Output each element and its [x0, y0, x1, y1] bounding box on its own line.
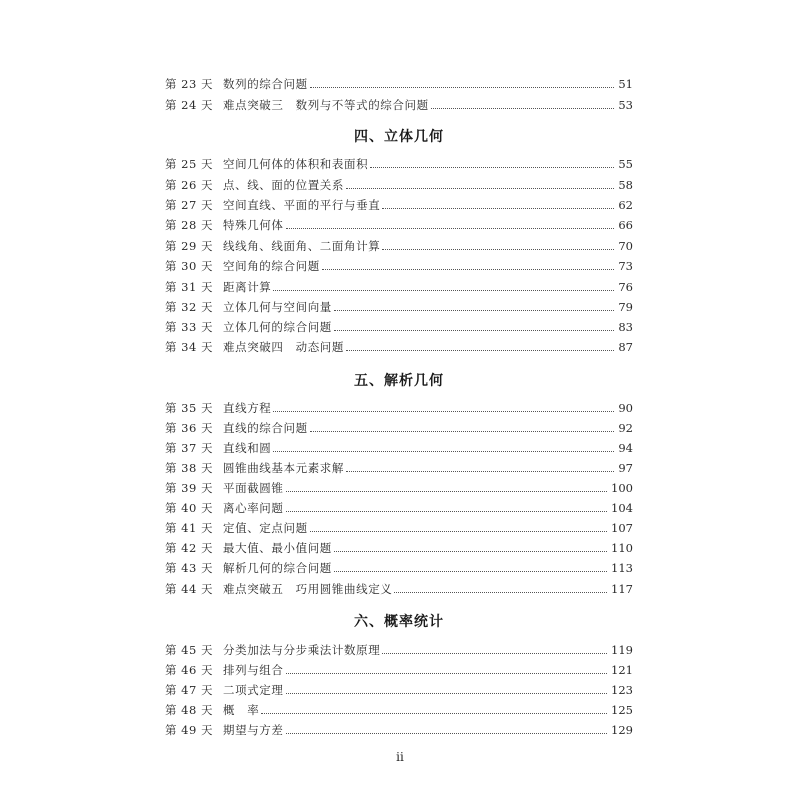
day-label: 第 44 天	[165, 582, 213, 596]
entry-title: 直线的综合问题	[223, 421, 308, 435]
page-number: 73	[618, 259, 633, 273]
toc-entry[interactable]	[165, 721, 633, 739]
dot-leader	[382, 652, 607, 654]
page-number: 51	[618, 77, 633, 91]
toc-entry[interactable]	[165, 176, 633, 194]
page-number: 104	[611, 501, 633, 515]
dot-leader	[322, 268, 615, 270]
day-label: 第 34 天	[165, 340, 213, 354]
day-label: 第 39 天	[165, 481, 213, 495]
day-label: 第 35 天	[165, 401, 213, 415]
toc-entry[interactable]	[165, 278, 633, 296]
page-number: 55	[618, 157, 633, 171]
page-number: 100	[611, 481, 633, 495]
entry-title: 分类加法与分步乘法计数原理	[223, 643, 381, 657]
page-number: 125	[611, 703, 633, 717]
toc-entry[interactable]	[165, 257, 633, 275]
page-number: 70	[618, 239, 633, 253]
page-number: 123	[611, 683, 633, 697]
toc-entry[interactable]	[165, 559, 633, 577]
entry-title: 最大值、最小值问题	[223, 541, 332, 555]
toc-entry[interactable]	[165, 318, 633, 336]
entry-title: 难点突破五 巧用圆锥曲线定义	[223, 582, 393, 596]
dot-leader	[273, 410, 614, 412]
day-label: 第 26 天	[165, 178, 213, 192]
toc-entry[interactable]	[165, 155, 633, 173]
dot-leader	[346, 349, 614, 351]
toc-entry[interactable]	[165, 701, 633, 719]
dot-leader	[334, 550, 607, 552]
day-label: 第 25 天	[165, 157, 213, 171]
dot-leader	[273, 450, 614, 452]
toc-entry[interactable]	[165, 439, 633, 457]
page-number: 97	[618, 461, 633, 475]
entry-title: 定值、定点问题	[223, 521, 308, 535]
toc-entry[interactable]	[165, 298, 633, 316]
entry-title: 空间直线、平面的平行与垂直	[223, 198, 381, 212]
day-label: 第 42 天	[165, 541, 213, 555]
entry-title: 立体几何与空间向量	[223, 300, 332, 314]
entry-title: 线线角、线面角、二面角计算	[223, 239, 381, 253]
entry-title: 期望与方差	[223, 723, 284, 737]
day-label: 第 48 天	[165, 703, 213, 717]
entry-title: 立体几何的综合问题	[223, 320, 332, 334]
dot-leader	[310, 530, 607, 532]
day-label: 第 46 天	[165, 663, 213, 677]
day-label: 第 36 天	[165, 421, 213, 435]
dot-leader	[286, 672, 608, 674]
toc-entry[interactable]	[165, 338, 633, 356]
day-label: 第 41 天	[165, 521, 213, 535]
page-number: 79	[618, 300, 633, 314]
entry-title: 概 率	[223, 703, 260, 717]
page-number: 62	[618, 198, 633, 212]
toc-entry[interactable]	[165, 216, 633, 234]
day-label: 第 37 天	[165, 441, 213, 455]
page-number: 117	[611, 582, 633, 596]
section-heading-solid-geometry: 四、立体几何	[354, 129, 444, 145]
page-number: 90	[618, 401, 633, 415]
page-number: 58	[618, 178, 633, 192]
day-label: 第 43 天	[165, 561, 213, 575]
toc-entry[interactable]	[165, 196, 633, 214]
page-number: 83	[618, 320, 633, 334]
page-number: 92	[618, 421, 633, 435]
day-label: 第 27 天	[165, 198, 213, 212]
day-label: 第 32 天	[165, 300, 213, 314]
section-heading-probability-statistics: 六、概率统计	[354, 614, 444, 630]
dot-leader	[286, 732, 608, 734]
dot-leader	[286, 490, 608, 492]
toc-entry[interactable]	[165, 419, 633, 437]
dot-leader	[273, 289, 614, 291]
day-label: 第 33 天	[165, 320, 213, 334]
toc-entry[interactable]	[165, 681, 633, 699]
page-number: 66	[618, 218, 633, 232]
entry-title: 平面截圆锥	[223, 481, 284, 495]
toc-entry[interactable]	[165, 237, 633, 255]
toc-entry[interactable]	[165, 499, 633, 517]
day-label: 第 31 天	[165, 280, 213, 294]
entry-title: 特殊几何体	[223, 218, 284, 232]
page-number: 121	[611, 663, 633, 677]
entry-title: 空间几何体的体积和表面积	[223, 157, 369, 171]
page-number: 53	[618, 98, 633, 112]
dot-leader	[346, 470, 614, 472]
day-label: 第 45 天	[165, 643, 213, 657]
toc-entry[interactable]	[165, 661, 633, 679]
entry-title: 排列与组合	[223, 663, 284, 677]
dot-leader	[382, 248, 614, 250]
page-number: 107	[611, 521, 633, 535]
entry-title: 二项式定理	[223, 683, 284, 697]
entry-title: 圆锥曲线基本元素求解	[223, 461, 344, 475]
toc-entry[interactable]	[165, 459, 633, 477]
entry-title: 直线方程	[223, 401, 272, 415]
section-heading-analytic-geometry: 五、解析几何	[354, 373, 444, 389]
page-number: 94	[618, 441, 633, 455]
day-label: 第 28 天	[165, 218, 213, 232]
entry-title: 点、线、面的位置关系	[223, 178, 344, 192]
toc-entry[interactable]	[165, 580, 633, 598]
dot-leader	[286, 510, 608, 512]
toc-entry[interactable]	[165, 539, 633, 557]
dot-leader	[370, 166, 614, 168]
day-label: 第 38 天	[165, 461, 213, 475]
page-number: 110	[611, 541, 633, 555]
dot-leader	[334, 570, 607, 572]
entry-title: 解析几何的综合问题	[223, 561, 332, 575]
dot-leader	[310, 430, 615, 432]
entry-title: 难点突破三 数列与不等式的综合问题	[223, 98, 429, 112]
day-label: 第 24 天	[165, 98, 213, 112]
page-footer-number: ii	[396, 750, 404, 764]
toc-entry[interactable]	[165, 479, 633, 497]
day-label: 第 29 天	[165, 239, 213, 253]
toc-entry[interactable]	[165, 75, 633, 93]
toc-entry[interactable]	[165, 399, 633, 417]
day-label: 第 49 天	[165, 723, 213, 737]
dot-leader	[394, 591, 607, 593]
day-label: 第 47 天	[165, 683, 213, 697]
toc-entry[interactable]	[165, 96, 633, 114]
entry-title: 距离计算	[223, 280, 272, 294]
page-number: 87	[618, 340, 633, 354]
entry-title: 直线和圆	[223, 441, 272, 455]
dot-leader	[382, 207, 614, 209]
entry-title: 数列的综合问题	[223, 77, 308, 91]
entry-title: 空间角的综合问题	[223, 259, 320, 273]
dot-leader	[431, 107, 615, 109]
dot-leader	[310, 86, 615, 88]
toc-entry[interactable]	[165, 641, 633, 659]
page-number: 113	[611, 561, 633, 575]
page-number: 76	[618, 280, 633, 294]
entry-title: 难点突破四 动态问题	[223, 340, 344, 354]
dot-leader	[286, 692, 608, 694]
page-number: 119	[611, 643, 633, 657]
page-number: 129	[611, 723, 633, 737]
dot-leader	[334, 329, 614, 331]
dot-leader	[346, 187, 614, 189]
day-label: 第 40 天	[165, 501, 213, 515]
day-label: 第 30 天	[165, 259, 213, 273]
toc-entry[interactable]	[165, 519, 633, 537]
dot-leader	[261, 712, 607, 714]
dot-leader	[286, 227, 615, 229]
entry-title: 离心率问题	[223, 501, 284, 515]
day-label: 第 23 天	[165, 77, 213, 91]
dot-leader	[334, 309, 614, 311]
